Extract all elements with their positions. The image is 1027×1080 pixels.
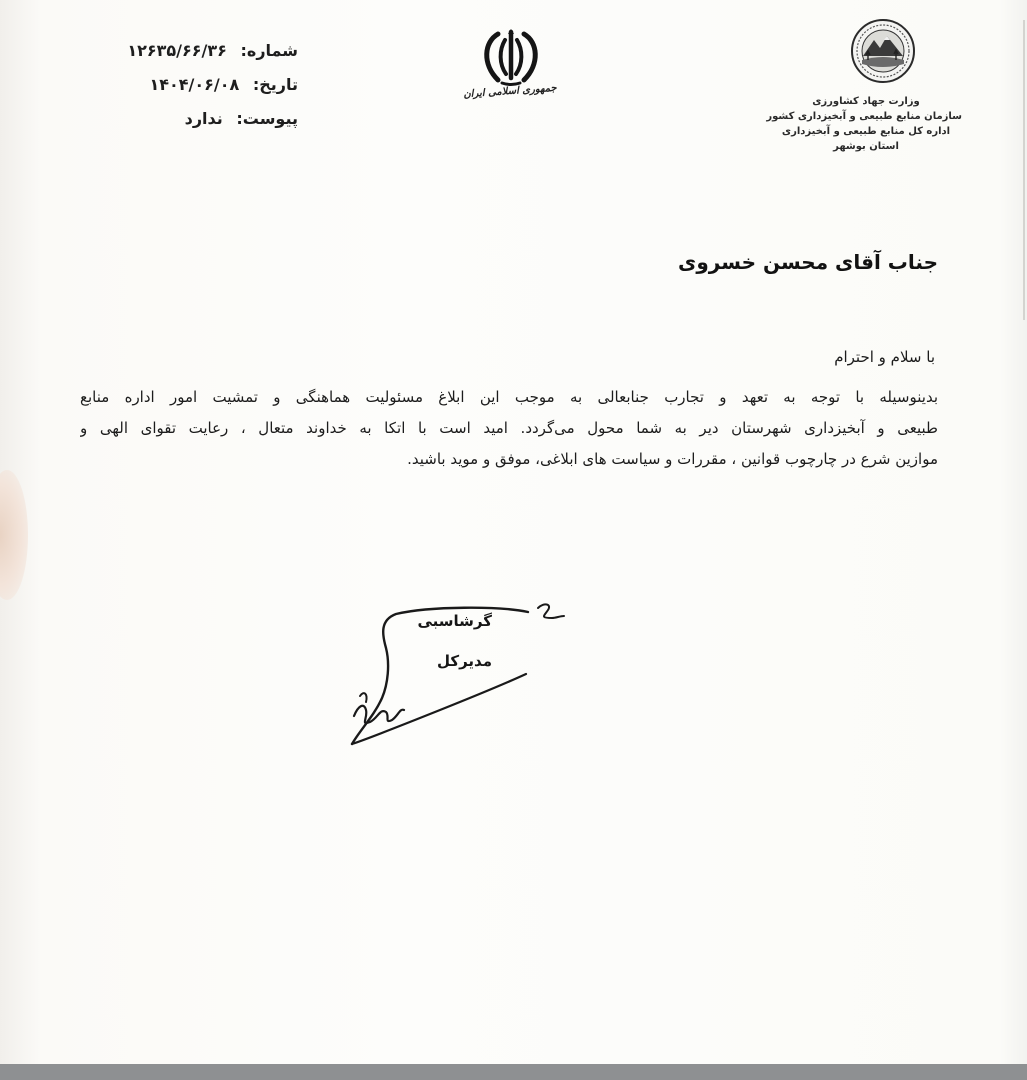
page-edge-line (1023, 20, 1025, 320)
forest-mountain-seal-icon (850, 18, 916, 84)
attachment-label: پیوست: (236, 109, 298, 128)
bottom-strip (0, 1064, 1027, 1080)
finger-shadow (0, 470, 28, 600)
letter-body (80, 382, 938, 475)
letter-number-row (100, 34, 298, 68)
letter-number-value: ۱۲۶۳۵/۶۶/۳۶ (127, 41, 227, 60)
signer-name: گرشاسبی (417, 612, 492, 630)
org-line-organization: سازمان منابع طبیعی و آبخیزداری کشور (766, 111, 962, 122)
attachment-value: ندارد (184, 109, 223, 128)
signer-title: مدیرکل (436, 652, 492, 670)
org-line-province: استان بوشهر (833, 141, 899, 152)
emblem-caption: جمهوری اسلامی ایران (463, 82, 557, 101)
letter-date-value: ۱۴۰۴/۰۶/۰۸ (149, 75, 240, 94)
org-line-ministry: وزارت جهاد کشاورزی (812, 96, 920, 107)
body-line: موازین شرع در چارچوب قوانین ، مقررات و سیاست های ابلاغی، موفق و موید باشید. (407, 450, 938, 468)
reference-block (100, 34, 298, 136)
org-line-directorate: اداره کل منابع طبیعی و آبخیزداری (781, 126, 951, 137)
org-heading (766, 94, 962, 154)
attachment-row (100, 102, 298, 136)
letter-number-label: شماره: (240, 41, 298, 60)
recipient-line: جناب آقای محسن خسروی (678, 250, 938, 274)
greeting-line: با سلام و احترام (834, 348, 935, 366)
iran-emblem-icon (478, 28, 544, 88)
letter-date-row (100, 68, 298, 102)
body-line: بدینوسیله با توجه به تعهد و تجارب جنابعالی به موجب این ابلاغ مسئولیت هماهنگی و تمشیت امور اداره منابع (80, 388, 938, 406)
body-line: طبیعی و آبخیزداری شهرستان دیر به شما محول می‌گردد. امید است با اتکا به خداوند متعال ، رعایت تقوای الهی و (80, 419, 938, 437)
letter-date-label: تاریخ: (252, 75, 298, 94)
